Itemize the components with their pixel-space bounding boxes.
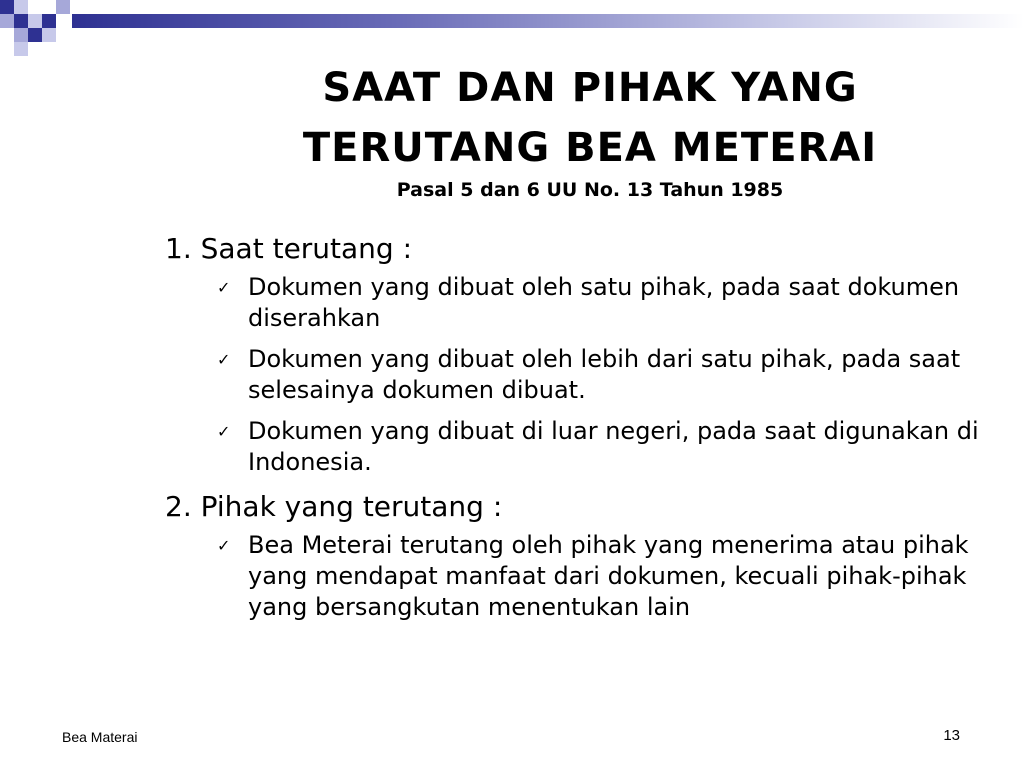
bullet-text: Bea Meterai terutang oleh pihak yang menerima atau pihak yang mendapat manfaat dari dokumen, kecuali pihak-pihak yang bersangkutan menentukan lain [248,531,969,621]
slide-title [230,58,950,178]
bullet-item [165,530,1015,623]
deco-square [0,0,14,14]
deco-square [0,14,14,28]
deco-square [14,14,28,28]
bullet-item [165,272,1015,334]
deco-square [42,14,56,28]
bullet-item [165,344,1015,406]
title-line-2: TERUTANG BEA METERAI [302,125,878,171]
deco-square [14,0,28,14]
slide-subtitle: Pasal 5 dan 6 UU No. 13 Tahun 1985 [396,179,784,201]
checkmark-icon: ✓ [217,536,231,555]
bullet-list [165,272,1015,478]
deco-square [0,28,14,42]
checkmark-icon: ✓ [217,278,231,297]
bullet-text: Dokumen yang dibuat di luar negeri, pada saat digunakan di Indonesia. [248,417,979,476]
deco-square [14,42,28,56]
deco-square [56,0,70,14]
slide-content [165,230,1015,633]
footer-label: Bea Materai [62,729,138,745]
deco-square [28,28,42,42]
section-1 [165,230,1015,478]
deco-square [42,28,56,42]
section-heading: 2. Pihak yang terutang : [165,490,503,523]
bullet-text: Dokumen yang dibuat oleh satu pihak, pada saat dokumen diserahkan [248,273,960,332]
bullet-list [165,530,1015,623]
bullet-text: Dokumen yang dibuat oleh lebih dari satu pihak, pada saat selesainya dokumen dibuat. [248,345,961,404]
section-heading: 1. Saat terutang : [165,232,413,265]
title-line-1: SAAT DAN PIHAK YANG [322,65,858,111]
deco-square [28,0,42,14]
deco-square [56,14,70,28]
page-number: 13 [943,727,960,744]
top-gradient-bar [72,14,1024,28]
deco-square [14,28,28,42]
checkmark-icon: ✓ [217,350,231,369]
deco-square [28,14,42,28]
bullet-item [165,416,1015,478]
checkmark-icon: ✓ [217,422,231,441]
section-2 [165,488,1015,623]
